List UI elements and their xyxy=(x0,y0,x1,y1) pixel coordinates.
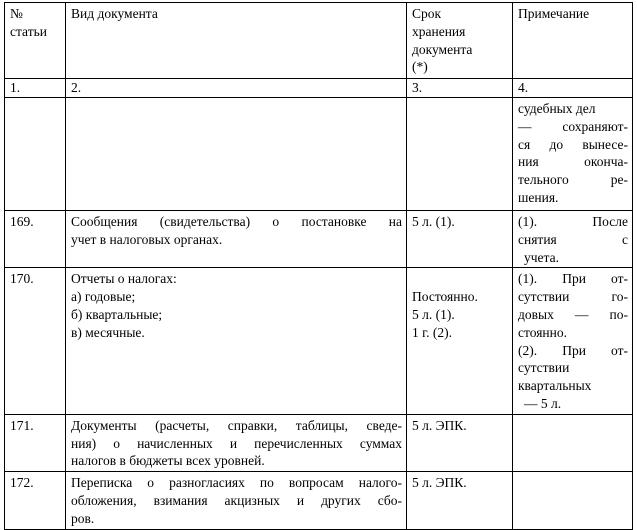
continuation-doc-cell xyxy=(66,98,407,211)
table-header-row xyxy=(5,3,633,79)
header-retention-term-line-2: хранения xyxy=(412,23,466,39)
article-number: 169. xyxy=(10,214,34,229)
column-number-3-text: 3. xyxy=(412,80,423,95)
continuation-note-line-5: тельного ре- xyxy=(518,172,628,188)
note-line: довых — по- xyxy=(518,306,628,322)
note-line: сутствии xyxy=(518,360,570,376)
document-type-line: Отчеты о налогах: xyxy=(71,271,177,287)
header-retention-term-line-1: Срок xyxy=(412,6,442,21)
document-type-line: Сообщения (свидетельства) о постановке на xyxy=(71,214,402,229)
note-line: снятия с xyxy=(518,231,628,247)
continuation-note-line-4: ния оконча- xyxy=(518,154,628,170)
article-number: 170. xyxy=(10,271,34,287)
retention-term-line: 5 л. ЭПК. xyxy=(412,417,467,433)
column-number-2 xyxy=(66,79,407,98)
document-type-line: налогов в бюджеты всех уровней. xyxy=(71,453,265,469)
article-number-cell xyxy=(5,414,66,471)
article-number-cell xyxy=(5,472,66,529)
retention-term-cell xyxy=(407,472,513,529)
note-cell xyxy=(513,268,633,414)
retention-term-cell xyxy=(407,414,513,471)
note-cell xyxy=(513,472,633,529)
document-retention-table xyxy=(4,2,633,530)
header-note-label: Примечание xyxy=(518,6,590,21)
header-document-type-label: Вид документа xyxy=(71,6,158,21)
retention-term-line: 5 л. ЭПК. xyxy=(412,475,467,491)
continuation-note-line-2: — сохраняют- xyxy=(518,118,628,134)
header-article-number xyxy=(5,3,66,79)
continuation-note-line-1: судебных дел xyxy=(518,101,596,116)
document-type-cell xyxy=(66,211,407,268)
document-type-cell xyxy=(66,268,407,414)
note-line: квартальных xyxy=(518,378,592,394)
column-number-2-text: 2. xyxy=(71,80,82,95)
article-number-cell xyxy=(5,211,66,268)
note-line: (1). После xyxy=(518,214,628,229)
column-number-3 xyxy=(407,79,513,98)
header-retention-term xyxy=(407,3,513,79)
note-line: учета. xyxy=(524,249,559,265)
column-number-1-text: 1. xyxy=(10,80,21,95)
document-type-line: обложения, взимания акцизных и других сбо- xyxy=(71,492,402,508)
article-number-cell xyxy=(5,268,66,414)
document-type-line: ров. xyxy=(71,510,95,526)
retention-term-line: 5 л. (1). xyxy=(412,214,455,229)
document-type-line: в) месячные. xyxy=(71,324,145,340)
header-article-number-line-2: статьи xyxy=(10,23,47,39)
document-type-cell xyxy=(66,414,407,471)
continuation-row xyxy=(5,98,633,211)
document-type-line: учет в налоговых органах. xyxy=(71,231,223,247)
retention-term-line: Постоянно. xyxy=(412,289,478,305)
header-retention-term-line-3: документа xyxy=(412,41,473,57)
retention-term-cell xyxy=(407,211,513,268)
note-line: (1). При от- xyxy=(518,271,628,287)
note-line: — 5 л. xyxy=(524,395,562,411)
header-note xyxy=(513,3,633,79)
column-number-4-text: 4. xyxy=(518,80,529,95)
document-type-line: а) годовые; xyxy=(71,289,136,305)
article-number: 172. xyxy=(10,475,34,491)
header-document-type xyxy=(66,3,407,79)
document-type-line: Переписка о разногласиях по вопросам налого- xyxy=(71,475,402,491)
retention-term-spacer xyxy=(412,270,508,288)
continuation-num-cell xyxy=(5,98,66,211)
document-type-line: ния) о начисленных и перечисленных суммах xyxy=(71,435,402,451)
table-row xyxy=(5,472,633,529)
document-type-line: б) квартальные; xyxy=(71,306,163,322)
table-row xyxy=(5,268,633,414)
retention-term-cell xyxy=(407,268,513,414)
continuation-note-line-3: ся до вынесе- xyxy=(518,136,628,152)
document-type-cell xyxy=(66,472,407,529)
retention-term-line: 5 л. (1). xyxy=(412,306,455,322)
document-type-line: Документы (расчеты, справки, таблицы, сведе- xyxy=(71,417,402,433)
continuation-note-line-6: шения. xyxy=(518,189,559,205)
note-line: стоянно. xyxy=(518,324,567,340)
column-numbering-row xyxy=(5,79,633,98)
note-cell xyxy=(513,211,633,268)
continuation-note-cell xyxy=(513,98,633,211)
table-row xyxy=(5,414,633,471)
table-row xyxy=(5,211,633,268)
retention-term-line: 1 г. (2). xyxy=(412,324,453,340)
note-line: сутствии го- xyxy=(518,289,628,305)
column-number-1 xyxy=(5,79,66,98)
article-number: 171. xyxy=(10,417,34,433)
header-retention-term-line-4: (*) xyxy=(412,59,428,75)
continuation-term-cell xyxy=(407,98,513,211)
column-number-4 xyxy=(513,79,633,98)
header-article-number-line-1: № xyxy=(10,6,23,21)
note-cell xyxy=(513,414,633,471)
note-line: (2). При от- xyxy=(518,342,628,358)
